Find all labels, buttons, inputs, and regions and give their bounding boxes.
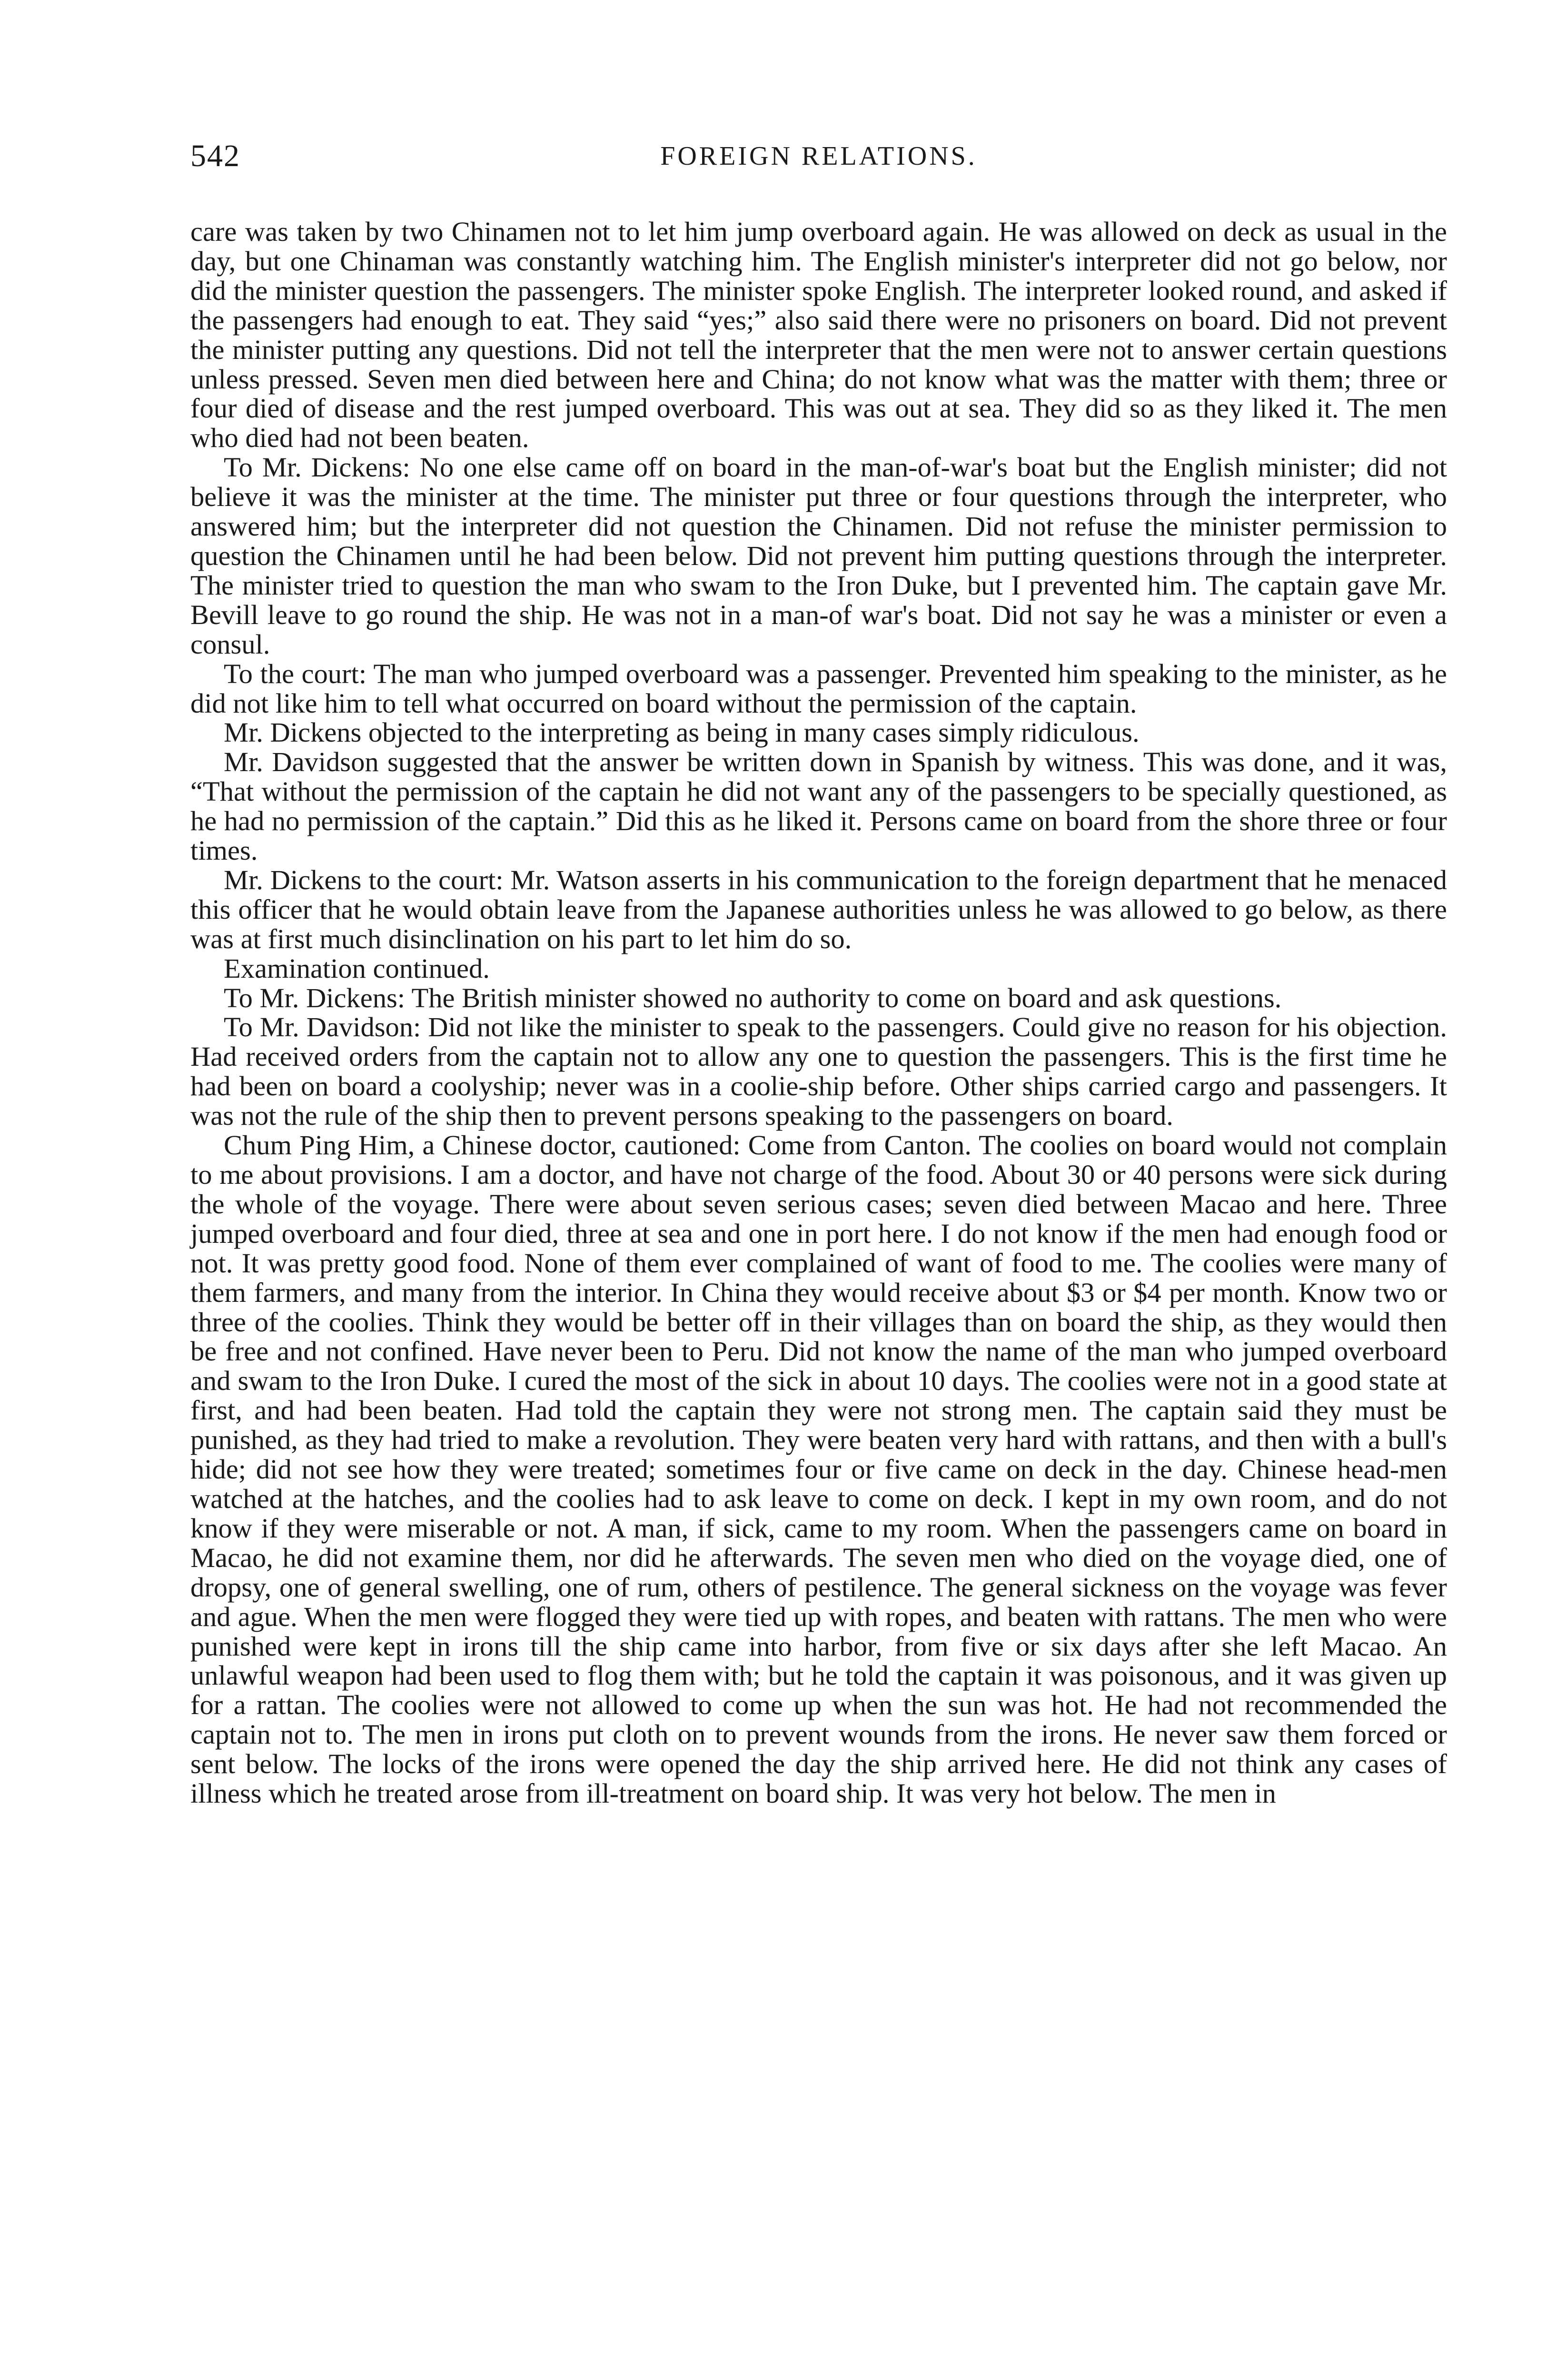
paragraph: To Mr. Dickens: The British minister showed no authority to come on board and ask questions. [224, 982, 1282, 1013]
paragraph: To Mr. Dickens: No one else came off on board in the man-of-war's boat but the English minister; did not believe it was the minister at the time. The minister put three or four questions through the interpreter, who answered him; but the interpreter did not question the Chinamen. Did not refuse the minister permission to question the Chinamen until he had been below. Did not prevent him putting questions through the interpreter. The minister tried to question the man who swam to the Iron Duke, but I prevented him. The captain gave Mr. Bevill leave to go round the ship. He was not in a man-of war's boat. Did not say he was a minister or even a consul. [190, 452, 1447, 660]
page-number: 542 [190, 139, 240, 173]
paragraph: Chum Ping Him, a Chinese doctor, cautioned: Come from Canton. The coolies on board would not complain to me about provisions. I am a doctor, and have not charge of the food. About 30 or 40 persons were sick during the whole of the voyage. There were about seven serious cases; seven died between Macao and here. Three jumped overboard and four died, three at sea and one in port here. I do not know if the men had enough food or not. It was pretty good food. None of them ever complained of want of food to me. The coolies were many of them farmers, and many from the interior. In China they would receive about $3 or $4 per month. Know two or three of the coolies. Think they would be better off in their villages than on board the ship, as they would then be free and not confined. Have never been to Peru. Did not know the name of the man who jumped overboard and swam to the Iron Duke. I cured the most of the sick in about 10 days. The coolies were not in a good state at first, and had been beaten. Had told the captain they were not strong men. The captain said they must be punished, as they had tried to make a revolution. They were beaten very hard with rattans, and then with a bull's hide; did not see how they were treated; sometimes four or five came on deck in the day. Chinese head-men watched at the hatches, and the coolies had to ask leave to come on deck. I kept in my own room, and do not know if they were miserable or not. A man, if sick, came to my room. When the passengers came on board in Macao, he did not examine them, nor did he afterwards. The seven men who died on the voyage died, one of dropsy, one of general swelling, one of rum, others of pestilence. The general sickness on the voyage was fever and ague. When the men were flogged they were tied up with ropes, and beaten with rattans. The men who were punished were kept in irons till the ship came into harbor, from five or six days after she left Macao. An unlawful weapon had been used to flog them with; but he told the captain it was poisonous, and it was given up for a rattan. The coolies were not allowed to come up when the sun was hot. He had not recommended the captain not to. The men in irons put cloth on to prevent wounds from the irons. He never saw them forced or sent below. The locks of the irons were opened the day the ship arrived here. He did not think any cases of illness which he treated arose from ill-treatment on board ship. It was very hot below. The men in [190, 1130, 1447, 1809]
paragraph: Examination continued. [224, 952, 490, 984]
paragraph: Mr. Dickens to the court: Mr. Watson asserts in his communication to the foreign department that he menaced this officer that he would obtain leave from the Japanese authorities unless he was allowed to go below, as there was at first much disinclination on his part to let him do so. [190, 864, 1447, 954]
running-head: FOREIGN RELATIONS. [660, 141, 977, 171]
page-header [190, 138, 1447, 181]
paragraph: care was taken by two Chinamen not to let him jump overboard again. He was allowed on deck as usual in the day, but one Chinaman was constantly watching him. The English minister's interpreter did not go below, nor did the minister question the passengers. The minister spoke English. The interpreter looked round, and asked if the passengers had enough to eat. They said “yes;” also said there were no prisoners on board. Did not prevent the minister putting any questions. Did not tell the interpreter that the men were not to answer certain questions unless pressed. Seven men died between here and China; do not know what was the matter with them; three or four died of disease and the rest jumped overboard. This was out at sea. They did so as they liked it. The men who died had not been beaten. [190, 216, 1447, 454]
paragraph: To Mr. Davidson: Did not like the minister to speak to the passengers. Could give no reason for his objection. Had received orders from the captain not to allow any one to question the passengers. This is the first time he had been on board a coolyship; never was in a coolie-ship before. Other ships carried cargo and passengers. It was not the rule of the ship then to prevent persons speaking to the passengers on board. [190, 1012, 1447, 1131]
body-text [190, 217, 1447, 1808]
paragraph: Mr. Dickens objected to the interpreting as being in many cases simply ridiculous. [224, 717, 1140, 748]
paragraph: To the court: The man who jumped overboard was a passenger. Prevented him speaking to the minister, as he did not like him to tell what occurred on board without the permission of the captain. [190, 658, 1447, 719]
paragraph: Mr. Davidson suggested that the answer be written down in Spanish by witness. This was done, and it was, “That without the permission of the captain he did not want any of the passengers to be specially questioned, as he had no permission of the captain.” Did this as he liked it. Persons came on board from the shore three or four times. [190, 746, 1447, 866]
